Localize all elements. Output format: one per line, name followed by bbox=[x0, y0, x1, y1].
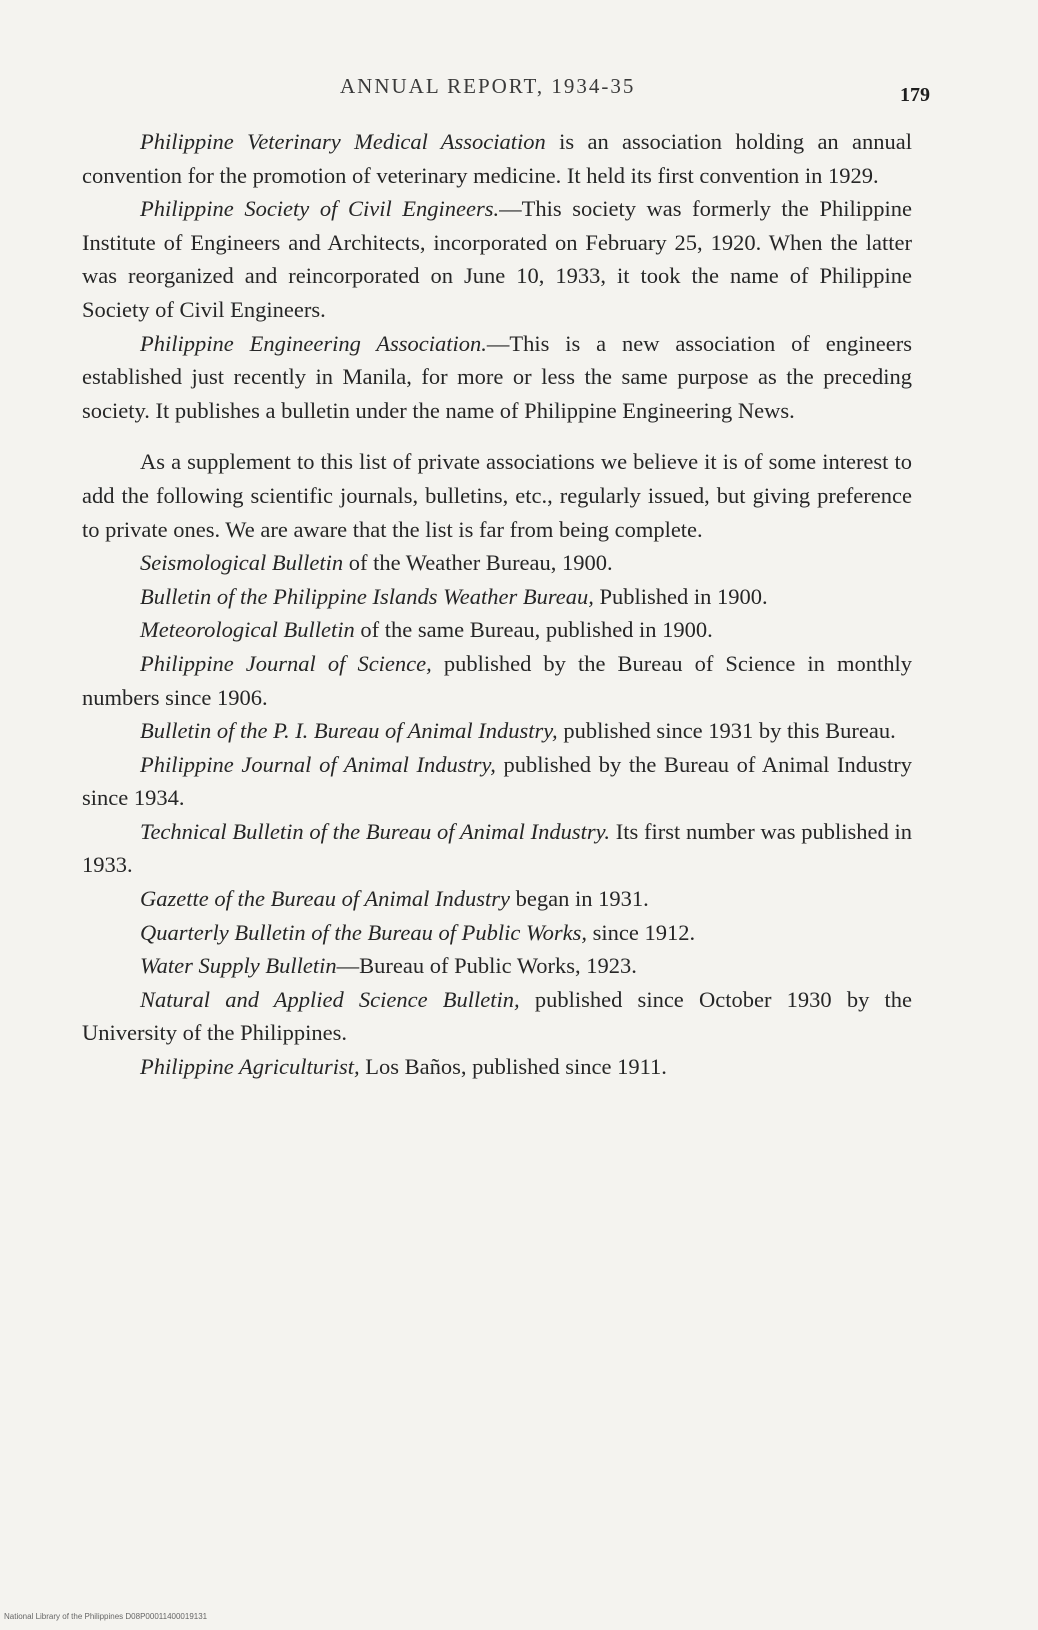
entry-text: Its first number was published in 1933. bbox=[82, 818, 912, 878]
entry-name: Meteorological Bulletin bbox=[140, 617, 355, 643]
list-entry bbox=[82, 580, 912, 614]
list-entry bbox=[82, 815, 912, 882]
entry-separator bbox=[496, 752, 504, 777]
entry-text: This is a new association of engineers established just recently in Manila, for more or less the same purpose as the preceding society. It publishes a bulletin under the name of Philippine Engineering News. bbox=[82, 330, 912, 423]
entry-name: Philippine Agriculturist, bbox=[140, 1054, 360, 1080]
list-entry bbox=[82, 647, 912, 714]
entry-text: Published in 1900. bbox=[599, 583, 768, 609]
entry-name: Philippine Veterinary Medical Association bbox=[140, 129, 546, 154]
entry-name: Philippine Journal of Animal Industry, bbox=[140, 751, 496, 777]
entry-text: of the same Bureau, published in 1900. bbox=[360, 617, 713, 643]
library-stamp: National Library of the Philippines D08P00011400019131 bbox=[4, 1612, 208, 1621]
entry-text: Bureau of Public Works, 1923. bbox=[359, 953, 637, 979]
body-text bbox=[82, 125, 912, 1084]
entry-text: published since October 1930 by the University of the Philippines. bbox=[82, 986, 913, 1046]
entry-name: Bulletin of the P. I. Bureau of Animal Industry, bbox=[140, 718, 558, 744]
entry-text: published by the Bureau of Animal Industry since 1934. bbox=[82, 751, 912, 811]
list-entry bbox=[82, 748, 912, 815]
entry-name: Technical Bulletin of the Bureau of Animal Industry. bbox=[140, 818, 611, 844]
entry-text: is an association holding an annual convention for the promotion of veterinary medicine. It held its first convention in 1929. bbox=[82, 129, 912, 188]
entry-separator bbox=[546, 129, 559, 154]
entry-name: Bulletin of the Philippine Islands Weather Bureau, bbox=[140, 583, 594, 609]
entry-text: Los Baños, published since 1911. bbox=[365, 1054, 667, 1080]
entry-separator: — bbox=[336, 953, 360, 979]
entry-name: Quarterly Bulletin of the Bureau of Public Works, bbox=[140, 919, 588, 945]
entry-name: Natural and Applied Science Bulletin, bbox=[140, 986, 520, 1012]
list-entry bbox=[82, 1050, 912, 1084]
entry-text: began in 1931. bbox=[515, 886, 649, 912]
entry-text: published since 1931 by this Bureau. bbox=[563, 718, 896, 744]
entry-name: Seismological Bulletin bbox=[140, 550, 344, 576]
list-entry bbox=[82, 949, 912, 983]
entry-text: As a supplement to this list of private associations we believe it is of some interest to add the following scientific journals, bulletins, etc., regularly issued, but giving preference to private ones. We are aware that the list is far from being complete. bbox=[82, 449, 912, 542]
list-entry bbox=[82, 916, 912, 950]
entry-text: published by the Bureau of Science in monthly numbers since 1906. bbox=[82, 650, 912, 710]
list-entry bbox=[82, 546, 912, 580]
list-entry bbox=[82, 882, 912, 916]
page-number: 179 bbox=[900, 84, 930, 106]
list-entry bbox=[82, 714, 912, 748]
paragraph-supplement-intro bbox=[82, 445, 912, 546]
paragraph-civil-engineers bbox=[82, 192, 912, 326]
entry-name: Philippine Journal of Science, bbox=[140, 650, 432, 676]
entry-text: This society was formerly the Philippine Institute of Engineers and Architects, incorporated on February 25, 1920. When the latter was reorganized and reincorporated on June 10, 1933, it took the name of Philippine Society of Civil Engineers. bbox=[82, 196, 912, 322]
entry-separator bbox=[432, 651, 444, 676]
running-title: ANNUAL REPORT, 1934-35 bbox=[340, 74, 636, 98]
entry-separator: — bbox=[486, 330, 510, 356]
entry-name: Philippine Society of Civil Engineers. bbox=[140, 196, 500, 222]
paragraph-veterinary-association bbox=[82, 125, 912, 192]
paragraph-engineering-association bbox=[82, 327, 912, 428]
running-head bbox=[0, 68, 1038, 108]
entry-separator bbox=[520, 987, 535, 1012]
entry-name: Philippine Engineering Association. bbox=[140, 330, 487, 356]
entry-text: of the Weather Bureau, 1900. bbox=[348, 550, 613, 576]
list-entry bbox=[82, 613, 912, 647]
entry-name: Gazette of the Bureau of Animal Industry bbox=[140, 886, 510, 912]
entry-text: since 1912. bbox=[592, 919, 696, 945]
entry-name: Water Supply Bulletin bbox=[140, 953, 337, 979]
entry-separator: — bbox=[499, 196, 522, 222]
list-entry bbox=[82, 983, 912, 1050]
